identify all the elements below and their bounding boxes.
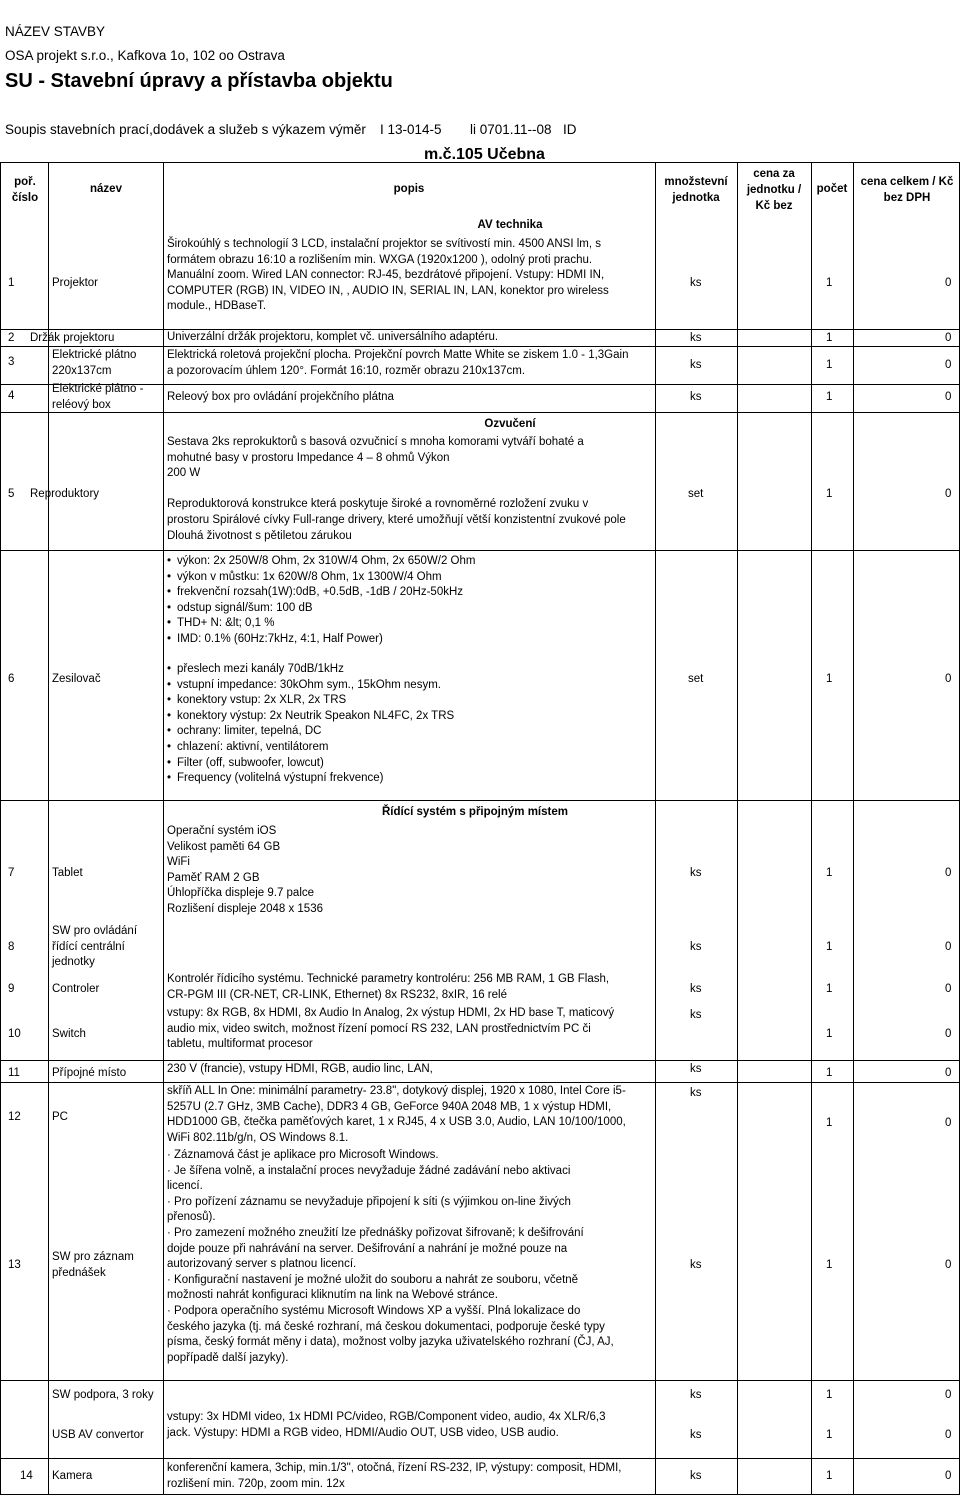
row-name: Zesilovač [52, 673, 101, 685]
row-name: Reproduktory [30, 488, 100, 500]
row-count: 1 [826, 1389, 833, 1401]
row-name: Tablet [52, 867, 83, 879]
row-name: Projektor [52, 277, 99, 289]
row-total: 0 [945, 277, 952, 289]
column-divider [655, 162, 656, 1495]
row-unit: ks [690, 1063, 702, 1075]
row-unit: set [688, 488, 704, 500]
row-total: 0 [945, 983, 952, 995]
row-description: 230 V (francie), vstupy HDMI, RGB, audio linc, LAN, [167, 1063, 433, 1075]
row-unit: ks [690, 391, 702, 403]
row-count: 1 [826, 391, 833, 403]
row-divider [0, 412, 960, 413]
col-unit-header: množstevní jednotka [664, 176, 728, 204]
company-address: OSA projekt s.r.o., Kafkova 1o, 102 oo Ostrava [5, 48, 285, 63]
row-name: Kamera [52, 1470, 93, 1482]
row-description-specs-b: • přeslech mezi kanály 70dB/1kHz • vstupní impedance: 30kOhm sym., 15kOhm nesym. • konektory vstup: 2x XLR, 2x TRS • konektory výstup: 2x Neutrik Speakon NL4FC, 2x TRS • ochrany: limiter, tepelná, DC • chlazení: aktivní, ventilátorem • Filter (off, subwoofer, lowcut) • Frequency (volitelná výstupní frekvence) [167, 662, 454, 787]
row-unit: ks [690, 983, 702, 995]
row-number: 8 [8, 941, 15, 953]
section-ozvuceni: Ozvučení [484, 418, 536, 430]
column-divider [811, 162, 812, 1495]
row-divider [0, 1458, 960, 1459]
row-divider [0, 550, 960, 551]
row-total: 0 [945, 359, 952, 371]
column-divider [0, 162, 1, 1495]
col-name-header: název [90, 183, 122, 195]
row-description: Elektrická roletová projekční plocha. Projekční povrch Matte White se ziskem 1.0 - 1,3Gain a pozorovacím úhlem 120°. Formát 16:10, rozměr obrazu 210x137cm. [167, 349, 629, 377]
header-top-rule [0, 162, 960, 163]
row-total: 0 [945, 391, 952, 403]
row-unit: set [688, 673, 704, 685]
row-unit: ks [690, 1259, 702, 1271]
row-description: Univerzální držák projektoru, komplet vč. universálního adaptéru. [167, 331, 499, 343]
row-description: Releový box pro ovládání projekčního plátna [167, 391, 394, 403]
row-description: Širokoúhlý s technologií 3 LCD, instalační projektor se svítivostí min. 4500 ANSI lm, s formátem obrazu 16:10 a rozlišením min. WXGA (1920x1200 ), odolný proti prachu. Manuální zoom. Wired LAN connector: RJ-45, bezdrátové připojení. Vstupy: HDMI IN, COMPUTER (RGB) IN, VIDEO IN, , AUDIO IN, SERIAL IN, LAN, konektor pro wireless module., HDBaseT. [167, 238, 609, 313]
row-total: 0 [945, 1429, 952, 1441]
row-description: Operační systém iOS Velikost paměti 64 GB WiFi Paměť RAM 2 GB Úhlopříčka displeje 9.7 palce Rozlišení displeje 2048 x 1536 [167, 825, 323, 915]
row-unit: ks [690, 1429, 702, 1441]
row-number: 6 [8, 673, 15, 685]
row-divider [0, 346, 960, 347]
row-description: · Záznamová část je aplikace pro Microsoft Windows. · Je šířena volně, a instalační proces nevyžaduje žádné zadávání nebo aktivaci licencí. · Pro pořízení záznamu se nevyžaduje připojení k síti (s výjimkou on-line živých přenosů). · Pro zamezení možného zneužití lze přednášky pořizovat šifrovaně; k dešifrování dojde pouze při nahrávání na server. Dešifrování a nahrání je možné pouze na autorizovaný server s platnou licencí. · Konfigurační nastavení je možné uložit do souboru a nahrát ze souboru, včetně možnosti nahrát konfiguraci kliknutím na link na Webové stránce. · Podpora operačního systému Microsoft Windows XP a vyšší. Plná lokalizace do českého jazyka (tj. má české rozhraní, má českou dokumentaci, podporuje české typy písma, český formát měny i data), možnost volby jazyka uživatelského rozhraní (ČJ, AJ, popřípadě další jazyky). [167, 1149, 614, 1364]
row-description: Kontrolér řídicího systému. Technické parametry kontroléru: 256 MB RAM, 1 GB Flash, CR-PGM III (CR-NET, CR-LINK, Ethernet) 8x RS232, 8xIR, 16 relé [167, 973, 610, 1001]
row-total: 0 [945, 867, 952, 879]
row-name: SW podpora, 3 roky [52, 1389, 154, 1401]
row-number: 1 [8, 277, 15, 289]
row-count: 1 [826, 1067, 833, 1079]
table-bottom-rule [0, 1494, 960, 1495]
row-number: 13 [8, 1259, 21, 1271]
row-unit: ks [690, 1087, 702, 1099]
row-total: 0 [945, 673, 952, 685]
row-unit: ks [690, 332, 702, 344]
row-divider [0, 384, 960, 385]
row-unit: ks [690, 359, 702, 371]
doc-code-3: ID [563, 122, 577, 137]
row-divider [0, 1380, 960, 1381]
row-description: vstupy: 8x RGB, 8x HDMI, 8x Audio In Analog, 2x výstup HDMI, 2x HD base T, maticový audio mix, video switch, možnost řízení pomocí RS 232, LAN prostřednictvím PC či tabletu, multiformat procesor [167, 1007, 615, 1051]
row-total: 0 [945, 1259, 952, 1271]
row-count: 1 [826, 1117, 833, 1129]
row-name: USB AV convertor [52, 1429, 144, 1441]
row-name: Přípojné místo [52, 1067, 127, 1079]
row-number: 10 [8, 1028, 21, 1040]
row-unit: ks [690, 1009, 702, 1021]
row-count: 1 [826, 867, 833, 879]
row-divider [0, 1060, 960, 1061]
row-description-specs-a: • výkon: 2x 250W/8 Ohm, 2x 310W/4 Ohm, 2x 650W/2 Ohm • výkon v můstku: 1x 620W/8 Ohm, 1x 1300W/4 Ohm • frekvenční rozsah(1W):0dB, +0.5dB, -1dB / 20Hz-50kHz • odstup signál/šum: 100 dB • THD+ N: &lt; 0,1 % • IMD: 0.1% (60Hz:7kHz, 4:1, Half Power) [167, 554, 475, 648]
row-divider [0, 1082, 960, 1083]
row-count: 1 [826, 673, 833, 685]
row-description: konferenční kamera, 3chip, min.1/3", otočná, řízení RS-232, IP, výstupy: composit, HDMI, rozlišení min. 720p, zoom min. 12x [167, 1462, 622, 1490]
row-divider [0, 800, 960, 801]
row-total: 0 [945, 1028, 952, 1040]
row-number: 7 [8, 867, 15, 879]
doc-code-2: li 0701.11--08 [470, 122, 552, 137]
row-name: Switch [52, 1028, 86, 1040]
col-unit-price-header: cena za jednotku / Kč bez [746, 168, 802, 212]
row-name: Elektrické plátno - reléový box [52, 383, 144, 411]
row-total: 0 [945, 1470, 952, 1482]
section-ridici-system: Řídící systém s připojným místem [382, 806, 568, 818]
row-name: SW pro záznam přednášek [52, 1251, 134, 1279]
col-count-header: počet [816, 183, 848, 195]
row-description: vstupy: 3x HDMI video, 1x HDMI PC/video, RGB/Component video, audio, 4x XLR/6,3 jack. Výstupy: HDMI a RGB video, HDMI/Audio OUT, USB video, USB audio. [167, 1411, 606, 1439]
row-total: 0 [945, 1389, 952, 1401]
row-number: 12 [8, 1111, 21, 1123]
row-count: 1 [826, 359, 833, 371]
col-total-header: cena celkem / Kč bez DPH [860, 176, 954, 204]
row-name: PC [52, 1111, 68, 1123]
row-number: 14 [20, 1470, 33, 1482]
row-unit: ks [690, 1389, 702, 1401]
row-count: 1 [826, 332, 833, 344]
row-name: SW pro ovládání řídící centrální jednotky [52, 925, 138, 969]
row-number: 9 [8, 983, 15, 995]
col-desc-header: popis [393, 183, 425, 195]
row-unit: ks [690, 867, 702, 879]
row-total: 0 [945, 941, 952, 953]
column-divider [48, 162, 49, 1495]
row-number: 4 [8, 390, 15, 402]
row-count: 1 [826, 1028, 833, 1040]
row-unit: ks [690, 1470, 702, 1482]
row-count: 1 [826, 941, 833, 953]
row-number: 3 [8, 356, 15, 368]
document-subtitle: Soupis stavebních prací,dodávek a služeb s výkazem výměr [5, 122, 366, 137]
doc-code-1: I 13-014-5 [380, 122, 442, 137]
row-name: Controler [52, 983, 100, 995]
col-number-header: poř. číslo [11, 176, 39, 204]
column-divider [853, 162, 854, 1495]
row-description: skříň ALL In One: minimální parametry- 23.8", dotykový displej, 1920 x 1080, Intel Core i5- 5257U (2.7 GHz, 3MB Cache), DDR3 4 GB, GeForce 940A 2048 MB, 1 x výstup HDMI, HDD1000 GB, čtečka paměťových karet, 1 x RJ45, 4 x USB 3.0, Audio, LAN 10/100/1000, WiFi 802.11b/g/n, OS Windows 8.1. [167, 1085, 626, 1144]
project-name: NÁZEV STAVBY [5, 24, 106, 39]
room-label: m.č.105 Učebna [424, 146, 545, 163]
row-number: 11 [8, 1067, 20, 1079]
row-total: 0 [945, 1067, 952, 1079]
column-divider [737, 162, 738, 1495]
row-total: 0 [945, 332, 952, 344]
row-unit: ks [690, 277, 702, 289]
row-count: 1 [826, 1470, 833, 1482]
row-count: 1 [826, 983, 833, 995]
row-count: 1 [826, 1429, 833, 1441]
document-title: SU - Stavební úpravy a přístavba objektu [5, 70, 393, 92]
row-number: 5 [8, 488, 15, 500]
row-description: Sestava 2ks reprokuktorů s basová ozvučnicí s mnoha komorami vytváří bohaté a mohutné basy v prostoru Impedance 4 – 8 ohmů Výkon 200 W Reproduktorová konstrukce která poskytuje široké a rovnoměrné rozložení zvuku v prostoru Spirálové cívky Full-range drivery, které umožňují větší konzistentní zvukové pole Dlouhá životnost s pětiletou zárukou [167, 436, 626, 542]
row-total: 0 [945, 1117, 952, 1129]
row-number: 2 [8, 332, 15, 344]
row-total: 0 [945, 488, 952, 500]
column-divider [163, 162, 164, 1495]
row-name: Elektrické plátno 220x137cm [52, 349, 137, 377]
row-count: 1 [826, 488, 833, 500]
row-unit: ks [690, 941, 702, 953]
row-count: 1 [826, 1259, 833, 1271]
section-av-technika: AV technika [477, 219, 543, 231]
row-count: 1 [826, 277, 833, 289]
row-name: Držák projektoru [30, 332, 115, 344]
